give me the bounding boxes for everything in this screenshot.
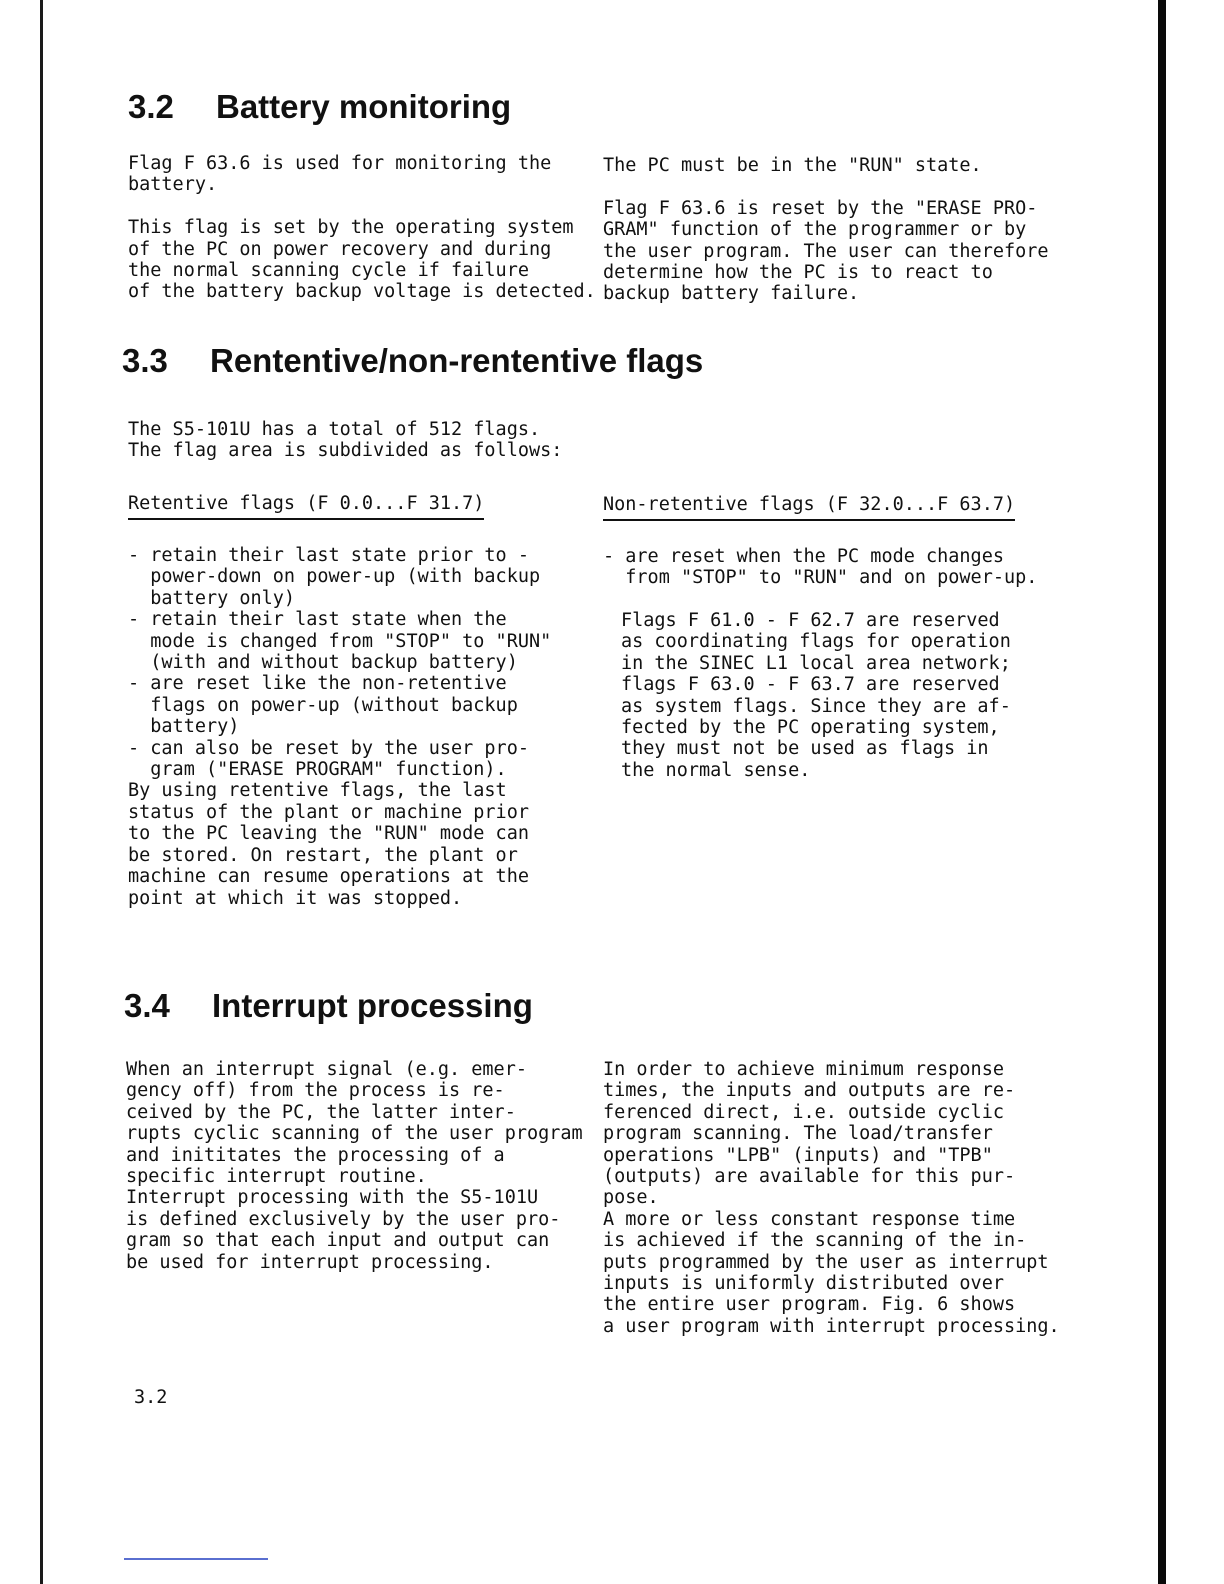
reserved-flags-text: Flags F 61.0 - F 62.7 are reserved as coordinating flags for operation in the SINEC L1 local area network; flags F 63.0 - F 63.7 are reserved as system flags. Since they are af- fected by the PC operating system, they must not be used as flags in the normal sense. [621, 610, 1011, 781]
non-retentive-flags-text: - are reset when the PC mode changes from "STOP" to "RUN" and on power-up. [603, 546, 1038, 589]
section-number: 3.4 [124, 987, 170, 1024]
section-number: 3.3 [122, 342, 168, 379]
section-3-3-heading [122, 342, 703, 380]
section-3-2-left-text: Flag F 63.6 is used for monitoring the battery. This flag is set by the operating system of the PC on power recovery and during the normal scanning cycle if failure of the battery backup voltage is detected. [128, 153, 596, 303]
section-3-4-left-text: When an interrupt signal (e.g. emer- gency off) from the process is re- ceived by the PC, the latter inter- rupts cyclic scanning of the user program and inititates the processing of a specific interrupt routine. Interrupt processing with the S5-101U is defined exclusively by the user pro- gram so that each input and output can be used for interrupt processing. [126, 1059, 583, 1273]
page-number: 3.2 [134, 1387, 168, 1408]
page-edge-right [1158, 0, 1166, 1584]
section-number: 3.2 [128, 88, 174, 125]
section-3-2-right-text: The PC must be in the "RUN" state. Flag F 63.6 is reset by the "ERASE PRO- GRAM" function of the programmer or by the user program. The user can therefore determine how the PC is to react to backup battery failure. [603, 155, 1049, 305]
section-3-3-intro: The S5-101U has a total of 512 flags. The flag area is subdivided as follows: [128, 419, 563, 462]
section-3-4-right-text: In order to achieve minimum response times, the inputs and outputs are re- ferenced direct, i.e. outside cyclic program scanning. The load/transfer operations "LPB" (inputs) and "TPB" (outputs) are available for this pur- pose. A more or less constant response time is achieved if the scanning of the in- puts programmed by the user as interrupt inputs is uniformly distributed over the entire user program. Fig. 6 shows a user program with interrupt processing. [603, 1059, 1060, 1337]
section-title: Rententive/non-rententive flags [210, 342, 704, 379]
footer-rule [124, 1558, 268, 1560]
retentive-flags-text: - retain their last state prior to - power-down on power-up (with backup battery only) - retain their last state when the mode is changed from "STOP" to "RUN" (with and without backup battery) - are reset like the non-retentive flags on power-up (without backup battery) - can also be reset by the user pro- gram ("ERASE PROGRAM" function). By using retentive flags, the last status of the plant or machine prior to the PC leaving the "RUN" mode can be stored. On restart, the plant or machine can resume operations at the point at which it was stopped. [128, 545, 552, 909]
retentive-flags-heading: Retentive flags (F 0.0...F 31.7) [128, 493, 484, 520]
section-title: Battery monitoring [216, 88, 512, 125]
page-edge-left [40, 0, 43, 1584]
non-retentive-flags-heading: Non-retentive flags (F 32.0...F 63.7) [603, 494, 1015, 521]
section-3-4-heading [124, 987, 533, 1025]
section-3-2-heading [128, 88, 511, 126]
section-title: Interrupt processing [212, 987, 533, 1024]
